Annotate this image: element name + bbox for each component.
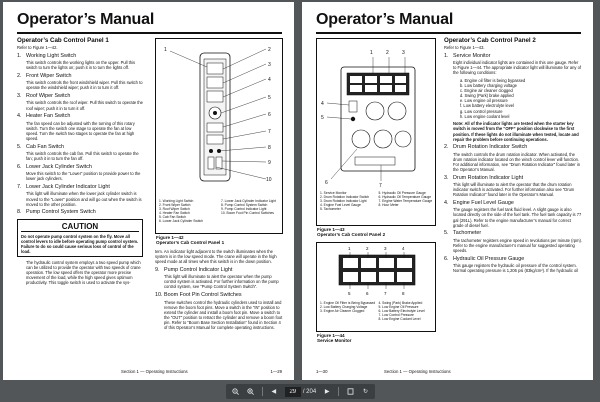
left-column-2 <box>155 249 283 333</box>
figure-callout: 4 <box>402 246 405 251</box>
item-text: The tachometer registers engine speed in revolutions per minute (rpm). Refer to the engine manufacturer’s manual for suggested operating speeds. <box>453 237 583 253</box>
page-indicator <box>285 387 316 397</box>
figure-callout: 6 <box>325 180 328 186</box>
right-page <box>302 2 593 380</box>
figure-callout: 1 <box>370 50 373 56</box>
viewer-toolbar <box>226 384 375 399</box>
figure-callout: 3 <box>402 50 405 56</box>
figure-callout: 2 <box>268 47 271 53</box>
figure-cab-panel-2 <box>316 38 436 226</box>
item-text: Move this switch to the “Lower” position to provide power to the lower jack cylinders. <box>26 171 141 182</box>
item-heading: 4. Engine Fuel Level Gauge <box>444 199 514 206</box>
page-title: Operator’s Manual <box>316 11 454 28</box>
item-text: This switch controls the roof wiper. Pull this switch to operate the roof wiper; push it in to turn it off. <box>26 100 143 111</box>
figure-callout: 3 <box>268 62 271 68</box>
list-item: d. Swing (Park) brake applied <box>460 93 514 99</box>
caution-text: Do not operate pump control system on the fly. Move all control levers to idle before operating pump control system. Failure to do so could cause serious loss of control of the load. <box>21 233 139 254</box>
figure-service-monitor <box>316 242 436 332</box>
section-title: Operator’s Cab Control Panel 2 <box>444 37 536 44</box>
figure-callout: 5 <box>348 291 351 296</box>
list-item: c. Engine air cleaner clogged <box>460 88 513 94</box>
figure-callout: 6 <box>268 112 271 118</box>
item-heading: 5. Cab Fan Switch <box>17 143 65 150</box>
left-page <box>3 2 294 380</box>
list-item: e. Low engine oil pressure <box>460 98 508 104</box>
figure-legend: 1. Working Light Switch 7. Lower Jack Cylinder Indicator Light 2. Front Wiper Switch 8. Pump Control System Switch 3. Roof Wiper Switch 9. Pump Control Indicator Light 4. Heater Fan Switch 10. Boom Foot Pin Control Switches 5. Cab Fan Switch 6. Lower Jack Cylinder Switch <box>159 199 276 224</box>
page-title: Operator’s Manual <box>17 11 155 28</box>
item-heading: 1. Working Light Switch <box>17 52 77 59</box>
footer-section: Section 1 — Operating Instructions <box>384 369 451 374</box>
item-heading: 8. Pump Control System Switch <box>17 209 96 216</box>
list-item: f. Low battery electrolyte level <box>460 103 514 109</box>
toolbar-separator <box>338 387 339 396</box>
control-panel-1-drawing <box>156 39 283 199</box>
figure-callout: 8 <box>268 145 271 151</box>
page-number-input[interactable] <box>285 387 301 397</box>
item-heading: 5. Tachometer <box>444 230 482 237</box>
zoom-in-icon[interactable] <box>246 386 255 397</box>
zoom-out-icon[interactable] <box>231 386 240 397</box>
item-text: This switch controls the front windshield wiper. Pull this switch to operate the windshield wiper; push it in to turn it off. <box>26 80 143 91</box>
caution-heading: CAUTION <box>21 222 139 232</box>
figure-callout: 7 <box>379 183 382 189</box>
toolbar-separator <box>262 387 263 396</box>
figure-caption: Figure 1—42 Operator’s Cab Control Panel 1 <box>156 235 225 246</box>
item-heading: 4. Heater Fan Switch <box>17 113 71 120</box>
item-text: The gauge registers the fuel tank fluid level. A slight gauge is also located directly on the side of the fuel tank. The fuel tank capacity is 77 gal (291L). Refer to the engine manufacturer’s manual for correct grade of diesel fuel. <box>453 207 582 228</box>
rotate-icon[interactable]: ↻ <box>362 389 368 395</box>
item-heading: 3. Roof Wiper Switch <box>17 93 71 100</box>
item-text: The hydraulic control system employs a two speed pump which can be utilized to provide the operator with two speeds of crane operation. The low speed offers the operator more precise movement of the load, while the high speed gives optimum productivity. This toggle switch is used to activate the sys- <box>26 259 141 286</box>
note-text: Note: All of the indicator lights are tested when the starter key switch is moved from the “OFF” position clockwise to the first position. If these lights do not illuminate when tested, locate and repair the problem before continuing operations. <box>453 121 579 142</box>
figure-legend: 1. Service Monitor 5. Hydraulic Oil Pressure Gauge 2. Drum Rotation Indicator Switch 6. Hydraulic Oil Temperature Gauge 3. Drum Rotation Indicator Light 7. Engine Water Temperature Gauge 4. Engine Fuel Level Gauge 8. Hour Meter 5. Tachometer <box>320 191 433 212</box>
item-heading: 3. Drum Rotation Indicator Light <box>444 174 524 181</box>
figure-callout: 2 <box>386 50 389 56</box>
figure-callout: 8 <box>402 291 405 296</box>
figure-callout: 4 <box>321 101 324 107</box>
condition-list <box>444 78 582 119</box>
previous-page-icon[interactable]: ◀ <box>271 389 277 395</box>
title-rule <box>17 32 282 34</box>
item-heading: 9. Pump Control Indicator Light <box>155 266 233 273</box>
item-text: This gauge registers the hydraulic oil pressure of the control system. Normal operating pressure is 1,206 psi (83kg/cm²). If the hydraulic oil <box>453 263 579 274</box>
item-text: This switch controls the working lights on the upper. Pull this switch to turn the lights on; push it in to turn the lights off. <box>26 60 135 71</box>
footer-page-number: 1—30 <box>316 369 328 374</box>
item-text: The fan speed can be adjusted with the turning of this rotary switch. Turn the switch one stage to operate the fan at low speed. Turn the switch two stages to operate the fan at high speed. <box>26 120 135 141</box>
figure-caption: Figure 1—44 Service Monitor <box>317 333 352 344</box>
footer-section: Section 1 — Operating Instructions <box>121 369 188 374</box>
figure-callout: 3 <box>384 246 387 251</box>
item-text: This switch controls the cab fan. Pull this switch to operate the fan; push it in to turn the fan off. <box>26 151 139 162</box>
right-column <box>444 37 582 276</box>
figure-callout: 4 <box>268 77 271 83</box>
figure-callout: 10 <box>266 177 272 183</box>
page-total: / 204 <box>302 388 317 395</box>
figure-reference: Refer to Figure 1—43. <box>444 45 485 50</box>
service-monitor-drawing <box>317 243 436 299</box>
item-text: tem. An indicator light adjacent to the switch illuminates when the system is in the low speed mode. The crane will operate in the high speed mode at all times when this switch is in the down position. <box>155 249 277 265</box>
list-item: g. Low control pressure <box>460 108 503 114</box>
left-column-1 <box>17 37 143 288</box>
footer-page-number: 1—29 <box>270 369 282 374</box>
figure-callout: 6 <box>366 291 369 296</box>
item-text: This light will illuminate to alert the operator when the pump control system is activated. For further information on the pump control system, see “Pump Control System Switch”. <box>164 274 279 290</box>
figure-callout: 5 <box>268 95 271 101</box>
item-text: This light will illuminate when the lower jack cylinder switch is moved to the “Lower” position and will go out when the switch is moved to the other position. <box>26 191 142 207</box>
fit-page-icon[interactable] <box>346 386 355 397</box>
item-heading: 6. Lower Jack Cylinder Switch <box>17 163 92 170</box>
title-rule <box>316 32 581 34</box>
item-heading: 7. Lower Jack Cylinder Indicator Light <box>17 184 110 190</box>
figure-callout: 1 <box>348 246 351 251</box>
item-heading: 6. Hydraulic Oil Pressure Gauge <box>444 255 525 262</box>
item-text: The switch controls the drum rotation indicator. When activated, the drum rotation indicator located on the winch control lever will function. For additional information, see “Drum Rotation Indicator” found later in the Operator’s Manual. <box>453 151 580 172</box>
item-text: Eight individual indicator lights are contained in this one gauge. Refer to Figure 1—44. The appropriate indicator light will illuminate for any of the following conditions: <box>453 60 582 76</box>
list-item: b. Low battery charging voltage <box>460 83 517 89</box>
figure-cab-panel-1 <box>155 38 283 234</box>
figure-caption: Figure 1—43 Operator’s Cab Control Panel 2 <box>317 227 386 238</box>
figure-legend: 1. Engine Oil Filter is Being Bypassed 4. Swing (Park) Brake Applied 2. Low Battery Charging Voltage 5. Low Engine Oil Pressure 3. Engine Air Cleaner Clogged 6. Low Battery Electrolyte Level 7. Low Control Pressure 8. Low Engine Coolant Level <box>320 301 425 322</box>
control-panel-2-drawing <box>317 39 436 189</box>
figure-callout: 9 <box>268 160 271 166</box>
next-page-icon[interactable]: ▶ <box>324 389 330 395</box>
item-heading: 1. Service Monitor <box>444 52 491 59</box>
item-heading: 10. Boom Foot Pin Control Switches <box>155 292 242 299</box>
item-heading: 2. Drum Rotation Indicator Switch <box>444 144 528 151</box>
figure-callout: 1 <box>164 47 167 53</box>
figure-callout: 2 <box>366 246 369 251</box>
figure-callout: 5 <box>321 115 324 121</box>
item-text: This light will illuminate to alert the operator that the drum rotation indicator switch is activated. For further information also see “Drum Rotation Indicator” found later in the Operator’s Manual. <box>453 182 575 198</box>
section-title: Operator’s Cab Control Panel 1 <box>17 37 109 44</box>
item-heading: 2. Front Wiper Switch <box>17 72 72 79</box>
caution-box <box>17 219 143 257</box>
item-text: These switches control the hydraulic cylinders used to install and remove the boom foot pins. Move a switch in the “IN” position to extend the cylinder and install a boom foot pin. Move a switch to the “OUT” position to retract the cylinder and remove a boom foot pin. Refer to “Boom Base Section Installation” found in Section 4 of this Operator’s Manual for complete operating instructions. <box>164 299 283 331</box>
figure-callout: 7 <box>268 129 271 135</box>
list-item: a. Engine oil filter is being bypassed <box>460 77 526 83</box>
figure-reference: Refer to Figure 1—42. <box>17 45 58 50</box>
figure-callout: 7 <box>384 291 387 296</box>
list-item: h. Low engine coolant level <box>460 113 510 119</box>
